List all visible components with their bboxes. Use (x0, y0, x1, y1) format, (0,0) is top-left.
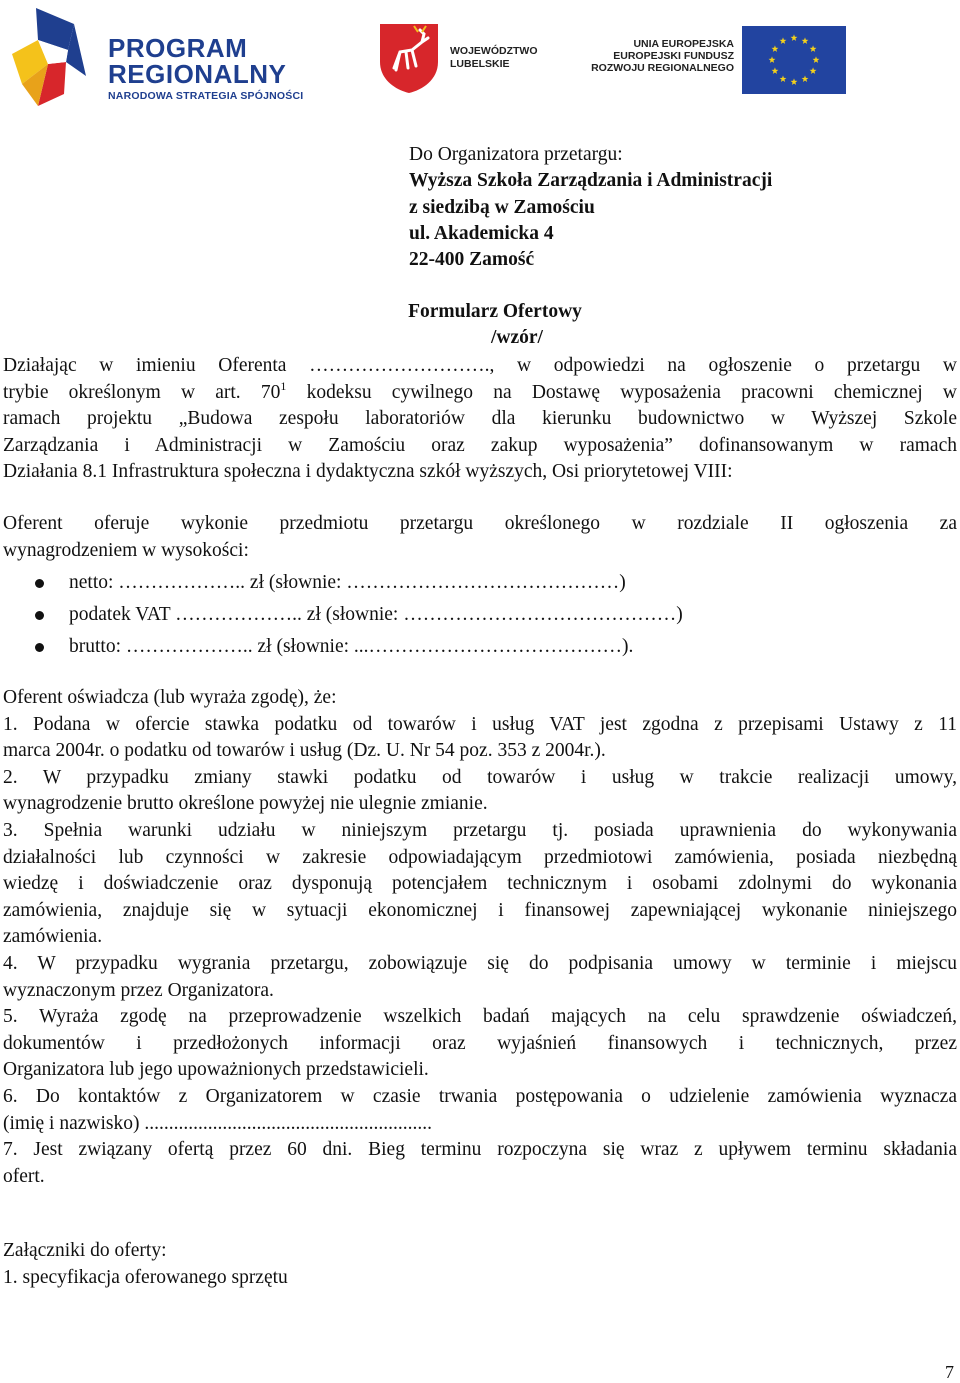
attachments-section (3, 1238, 957, 1291)
declaration-line: dokumentów i przedłożonych informacji oraz wyjaśnień finansowych i technicznych, przez (3, 1032, 957, 1054)
price-list (35, 567, 683, 663)
program-regionalny-logo (8, 6, 338, 110)
attachment-item: 1. specyfikacja oferowanego sprzętu (3, 1266, 288, 1288)
program-logo-line2: REGIONALNY (108, 59, 287, 89)
declaration-line: zamówienia, znajduje się w sytuacji ekonomicznej i finansowej zapewniającej wykonanie niniejszego (3, 899, 957, 921)
declaration-heading: Oferent oświadcza (lub wyraża zgodę), że: (3, 687, 337, 708)
addressee-block (409, 142, 772, 273)
offer-line: wynagrodzeniem w wysokości: (3, 539, 249, 561)
page-number: 7 (945, 1362, 954, 1382)
declaration-line: 4. W przypadku wygrania przetargu, zobowiązuje się do podpisania umowy w terminie i miejscu (3, 952, 957, 974)
declaration-section (3, 685, 957, 1190)
program-star-icon (8, 6, 100, 110)
lubelskie-logo-line1: WOJEWÓDZTWO (450, 45, 538, 57)
intro-line: Działania 8.1 Infrastruktura społeczna i dydaktyczna szkół wyższych, Osi priorytetowej VIII: (3, 461, 733, 483)
eu-logo-line2: EUROPEJSKI FUNDUSZ (613, 50, 734, 62)
addressee-street: ul. Akademicka 4 (409, 222, 554, 244)
price-item-net: netto: ……………….. zł (słownie: ……………………………………) (35, 567, 683, 599)
lubelskie-logo-line2: LUBELSKIE (450, 58, 510, 70)
price-item-vat: podatek VAT ……………….. zł (słownie: ……………………………………) (35, 599, 683, 631)
price-item-gross: brutto: ……………….. zł (słownie: ...…………………………………). (35, 631, 683, 663)
addressee-line: Do Organizatora przetargu: (409, 144, 623, 165)
intro-line: Działając w imieniu Oferenta ………………………., w odpowiedzi na ogłoszenie o przetargu w (3, 355, 957, 376)
offer-paragraph (3, 511, 957, 564)
form-title: Formularz Ofertowy (408, 301, 582, 322)
intro-line-part: trybie określonym w art. 70 (3, 381, 281, 403)
program-logo-line1: PROGRAM (108, 33, 248, 63)
article-superscript: 1 (280, 378, 287, 393)
lubelskie-logo (378, 22, 558, 97)
intro-line (3, 380, 957, 407)
eu-logo-line3: ROZWOJU REGIONALNEGO (591, 62, 734, 74)
eu-logo (586, 26, 856, 96)
declaration-line: 2. W przypadku zmiany stawki podatku od towarów i usług w trakcie realizacji umowy, (3, 766, 957, 788)
intro-line: Zarządzania i Administracji w Zamościu oraz zakup wyposażenia” dofinansowanym w ramach (3, 434, 957, 456)
eu-logo-line1: UNIA EUROPEJSKA (633, 38, 734, 50)
declaration-line: 7. Jest związany ofertą przez 60 dni. Bieg terminu rozpoczyna się wraz z upływem terminu składania (3, 1139, 957, 1161)
intro-line-part: kodeksu cywilnego na Dostawę wyposażenia pracowni chemicznej w (286, 381, 957, 403)
offer-line: Oferent oferuje wykonie przedmiotu przetargu określonego w rozdziale II ogłoszenia za (3, 513, 957, 534)
declaration-line: wyznaczonym przez Organizatora. (3, 979, 274, 1001)
declaration-line: 6. Do kontaktów z Organizatorem w czasie trwania postępowania o udzielenie zamówienia wyznacza (3, 1085, 957, 1107)
form-subtitle: /wzór/ (491, 327, 543, 348)
declaration-line: działalności lub czynności w zakresie odpowiadającym przedmiotowi zamówienia, posiada niezbędną (3, 846, 957, 868)
declaration-line: wiedzę i doświadczenie oraz dysponują potencjałem technicznym i osobami zdolnymi do wykonania (3, 873, 957, 895)
declaration-line: wynagrodzenie brutto określone powyżej nie ulegnie zmianie. (3, 793, 488, 815)
eu-flag-icon (742, 26, 846, 94)
addressee-seat: z siedzibą w Zamościu (409, 196, 595, 218)
addressee-city: 22-400 Zamość (409, 249, 535, 271)
declaration-line: zamówienia. (3, 926, 103, 948)
attachments-heading: Załączniki do oferty: (3, 1240, 167, 1261)
declaration-line: 3. Spełnia warunki udziału w niniejszym przetargu tj. posiada uprawnienia do wykonywania (3, 819, 957, 841)
lubelskie-shield-icon (378, 22, 440, 94)
declaration-line: ofert. (3, 1165, 45, 1187)
declaration-line: marca 2004r. o podatku od towarów i usług (Dz. U. Nr 54 poz. 353 z 2004r.). (3, 740, 606, 762)
intro-line: ramach projektu „Budowa zespołu laboratoriów dla kierunku budownictwo w Wyższej Szkole (3, 408, 957, 430)
declaration-line: (imię i nazwisko) ........................................................... (3, 1112, 432, 1134)
declaration-line: Organizatora lub jego upoważnionych przedstawicieli. (3, 1059, 429, 1081)
declaration-line: 5. Wyraża zgodę na przeprowadzenie wszelkich badań mających na celu sprawdzenie oświadczeń, (3, 1006, 957, 1028)
program-logo-line3: NARODOWA STRATEGIA SPÓJNOŚCI (108, 90, 304, 102)
addressee-institution: Wyższa Szkoła Zarządzania i Administracji (409, 170, 773, 192)
declaration-line: 1. Podana w ofercie stawka podatku od towarów i usług VAT jest zgodna z przepisami Ustawy z 11 (3, 713, 957, 735)
intro-paragraph (3, 353, 957, 486)
document-header (0, 0, 960, 120)
